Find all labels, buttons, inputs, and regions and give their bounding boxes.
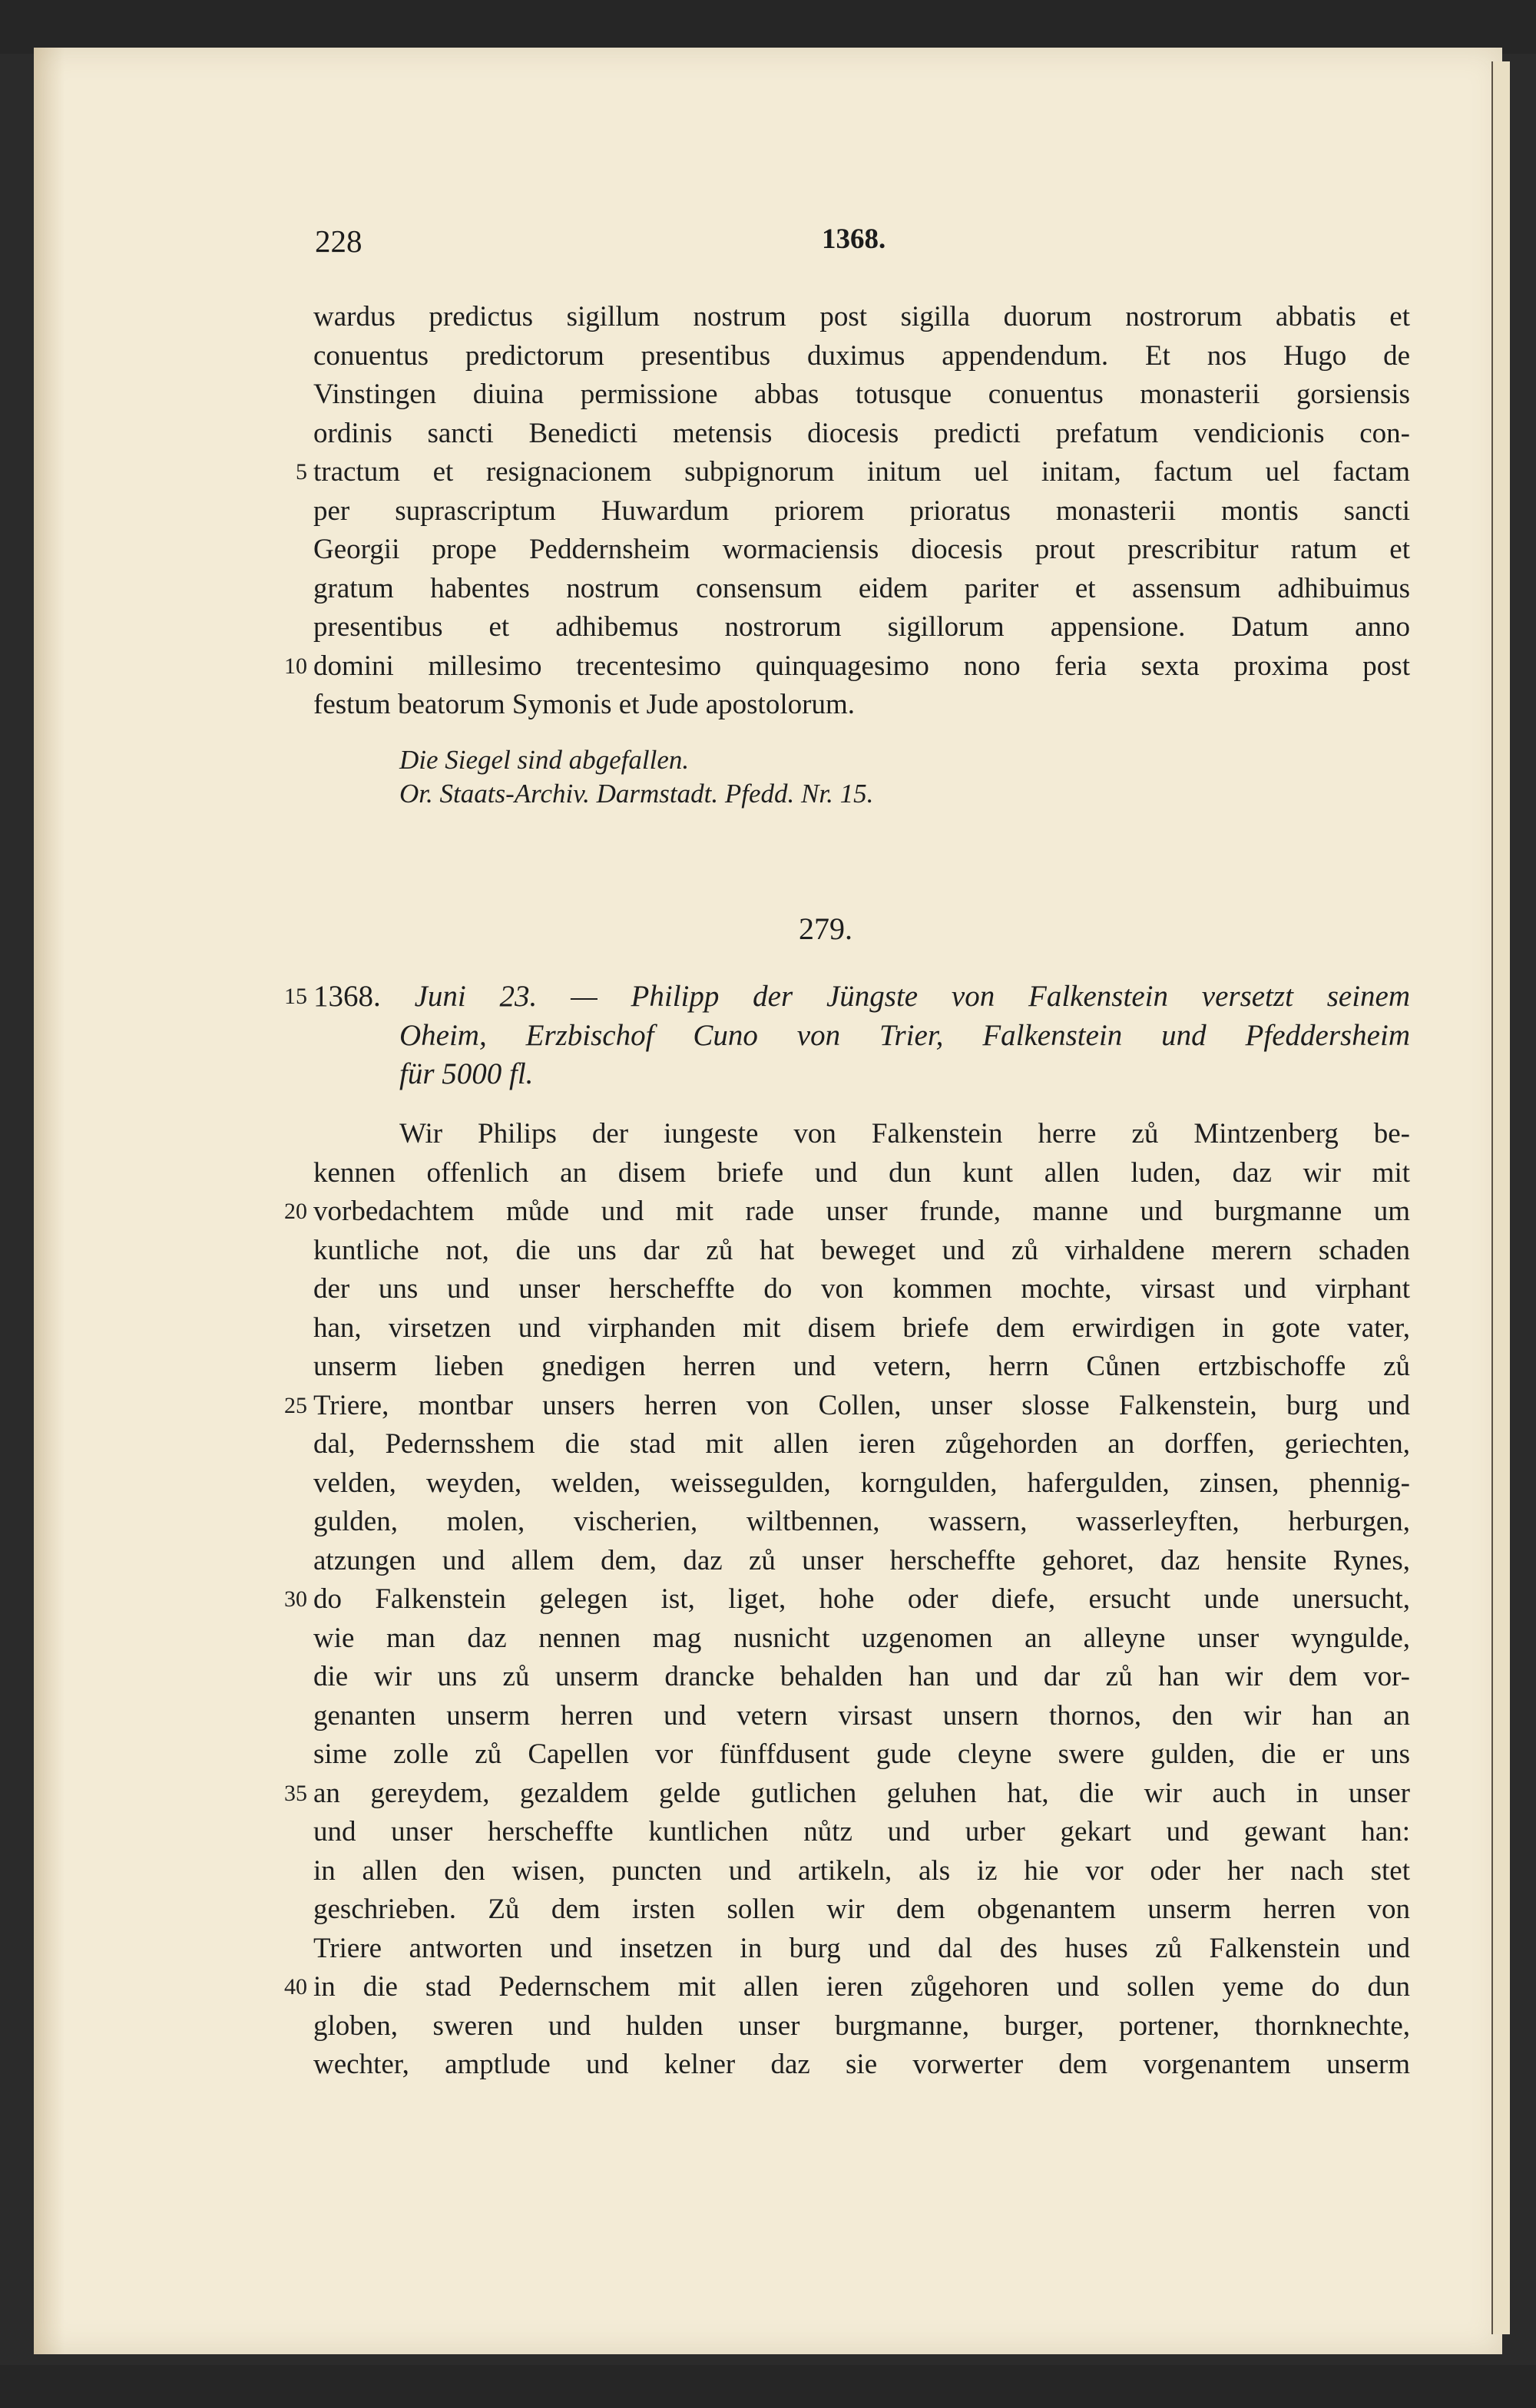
document-number: 279. — [799, 911, 852, 946]
spine-shadow — [34, 48, 65, 2354]
text-line: velden, weyden, welden, weissegulden, korngulden, hafergulden, zinsen, phennig- — [313, 1467, 1410, 1499]
line-number: 10 — [284, 653, 307, 679]
running-head-year: 1368. — [822, 223, 886, 255]
text-line: 10 domini millesimo trecentesimo quinquagesimo nono feria sexta proxima post — [313, 647, 1410, 686]
previous-document-text — [284, 298, 1410, 725]
running-head — [0, 223, 1536, 259]
text-line: conuentus predictorum presentibus duximus appendendum. Et nos Hugo de — [313, 339, 1410, 372]
text-line: gulden, molen, vischerien, wiltbennen, wassern, wasserleyften, herburgen, — [313, 1506, 1410, 1537]
text-line: Vinstingen diuina permissione abbas totusque conuentus monasterii gorsiensis — [313, 379, 1410, 410]
text-line: Georgii prope Peddernsheim wormaciensis diocesis prout prescribitur ratum et — [313, 534, 1410, 565]
document-heading — [284, 977, 1411, 1094]
text-line: presentibus et adhibemus nostrorum sigillorum appensione. Datum anno — [313, 611, 1410, 643]
text-line: gratum habentes nostrum consensum eidem pariter et assensum adhibuimus — [313, 572, 1410, 604]
seal-note: Die Siegel sind abgefallen. — [399, 745, 690, 775]
line-number: 15 — [284, 984, 307, 1009]
text-line: geschrieben. Zů dem irsten sollen wir dem obgenantem unserm herren von — [313, 1894, 1410, 1925]
heading-year: 1368. — [313, 980, 381, 1013]
text-line: wie man daz nennen mag nusnicht uzgenomen an alleyne unser wyngulde, — [313, 1622, 1410, 1654]
text-line: wardus predictus sigillum nostrum post sigilla duorum nostrorum abbatis et — [313, 301, 1410, 332]
text-line: wechter, amptlude und kelner daz sie vorwerter dem vorgenantem unserm — [313, 2049, 1410, 2080]
text-line: per suprascriptum Huwardum priorem prioratus monasterii montis sancti — [313, 495, 1410, 527]
text-line: ordinis sancti Benedicti metensis diocesis predicti prefatum vendicionis con- — [313, 417, 1410, 449]
text-line: Wir Philips der iungeste von Falkenstein herre zů Mintzenberg be- — [399, 1118, 1410, 1149]
scan-background-top — [0, 0, 1536, 54]
text-line: kennen offenlich an disem briefe und dun kunt allen luden, daz wir mit — [313, 1156, 1410, 1189]
heading-line: Oheim, Erzbischof Cuno von Trier, Falkenstein und Pfeddersheim — [399, 1018, 1410, 1052]
text-line: genanten unserm herren und vetern virsast unsern thornos, den wir han an — [313, 1699, 1410, 1732]
text-line: han, virsetzen und virphanden mit disem briefe dem erwirdigen in gote vater, — [313, 1312, 1410, 1344]
line-number: 5 — [296, 459, 307, 485]
heading-line: für 5000 fl. — [399, 1057, 534, 1090]
heading-line: 15 1368. Juni 23. — Philipp der Jüngste von Falkenstein versetzt seinem — [313, 977, 1410, 1017]
text-line: 40 in die stad Pedernschem mit allen ieren zůgehoren und sollen yeme do dun — [313, 1968, 1410, 2007]
text-line: atzungen und allem dem, daz zů unser herscheffte gehoret, daz hensite Rynes, — [313, 1544, 1410, 1576]
text-line: festum beatorum Symonis et Jude apostolorum. — [313, 689, 855, 720]
line-number: 35 — [284, 1780, 307, 1806]
text-line: 25 Triere, montbar unsers herren von Collen, unser slosse Falkenstein, burg und — [313, 1387, 1410, 1426]
archival-notes — [313, 743, 1410, 811]
text-line: 35 an gereydem, gezaldem gelde gutlichen geluhen hat, die wir auch in unser — [313, 1775, 1410, 1814]
page-number: 228 — [315, 223, 362, 259]
text-line: unserm lieben gnedigen herren und vetern, herrn Cůnen ertzbischoffe zů — [313, 1351, 1410, 1382]
line-number: 25 — [284, 1392, 307, 1418]
text-line: sime zolle zů Capellen vor fünffdusent gude cleyne swere gulden, die er uns — [313, 1738, 1410, 1770]
line-number: 40 — [284, 1974, 307, 2000]
text-line: der uns und unser herscheffte do von kommen mochte, virsast und virphant — [313, 1273, 1410, 1305]
text-line: dal, Pedernsshem die stad mit allen ieren zůgehorden an dorffen, geriechten, — [313, 1428, 1410, 1460]
text-line: kuntliche not, die uns dar zů hat beweget und zů virhaldene merern schaden — [313, 1234, 1410, 1266]
text-line: 5 tractum et resignacionem subpignorum initum uel initam, factum uel factam — [313, 453, 1410, 492]
text-line: die wir uns zů unserm drancke behalden han und dar zů han wir dem vor- — [313, 1661, 1410, 1692]
text-line: 20 vorbedachtem můde und mit rade unser frunde, manne und burgmanne um — [313, 1192, 1410, 1232]
text-line: globen, sweren und hulden unser burgmanne, burger, portener, thornknechte, — [313, 2009, 1410, 2042]
line-number: 20 — [284, 1199, 307, 1224]
scan-background-bottom — [0, 2365, 1536, 2408]
page-edge — [1491, 61, 1510, 2334]
text-line: Triere antworten und insetzen in burg und dal des huses zů Falkenstein und — [313, 1932, 1410, 1964]
line-number: 30 — [284, 1586, 307, 1612]
text-line: in allen den wisen, puncten und artikeln, als iz hie vor oder her nach stet — [313, 1854, 1410, 1887]
text-line: 30 do Falkenstein gelegen ist, liget, hohe oder diefe, ersucht unde unersucht, — [313, 1580, 1410, 1619]
document-body — [284, 1115, 1410, 2085]
source-note: Or. Staats-Archiv. Darmstadt. Pfedd. Nr. 15. — [399, 779, 874, 809]
text-line: und unser herscheffte kuntlichen nůtz und urber gekart und gewant han: — [313, 1816, 1410, 1847]
